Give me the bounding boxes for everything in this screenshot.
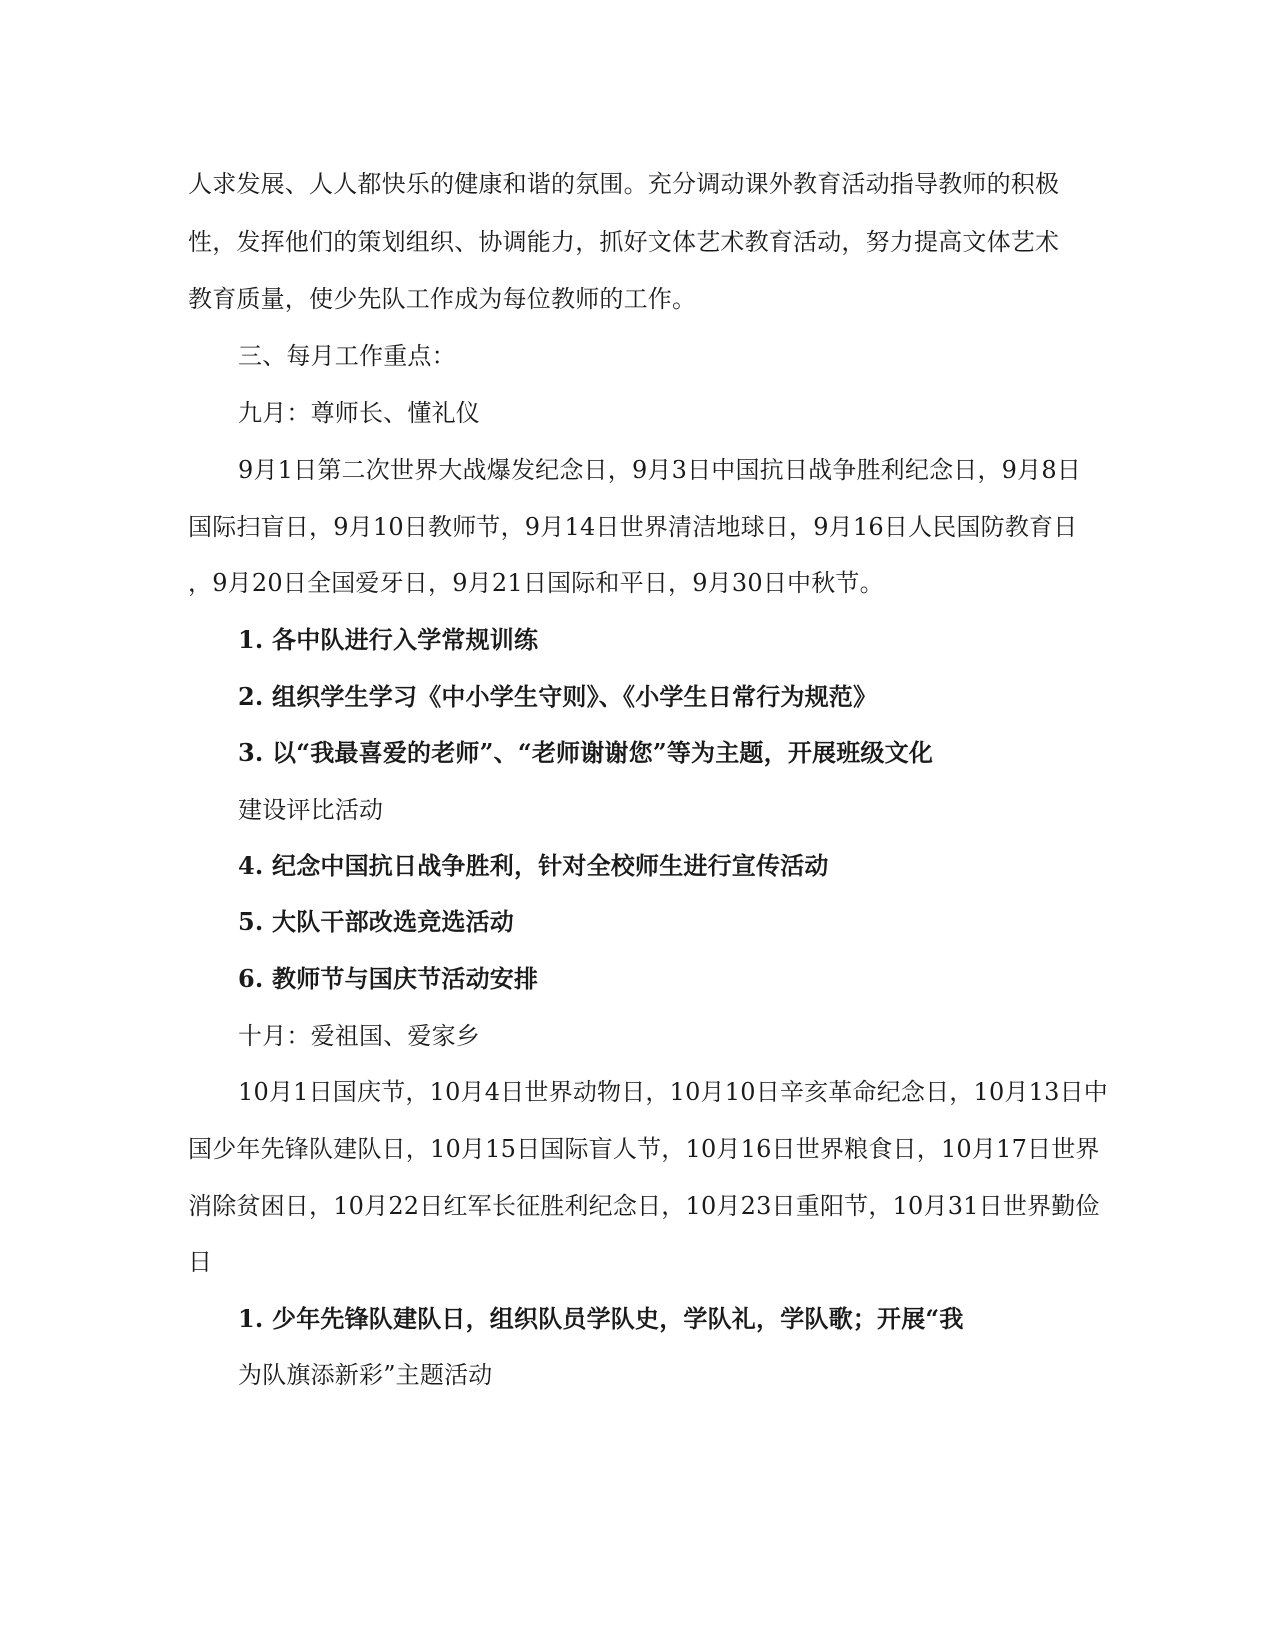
- section-heading: 三、每月工作重点：: [238, 342, 456, 370]
- october-dates-line-2: 国少年先锋队建队日，10月15日国际盲人节，10月16日世界粮食日，10月17日世界: [188, 1135, 1100, 1163]
- september-item-1: 1. 各中队进行入学常规训练: [238, 625, 539, 654]
- september-item-2: 2. 组织学生学习《中小学生守则》、《小学生日常行为规范》: [238, 682, 878, 711]
- september-dates-line-3: ，9月20日全国爱牙日，9月21日国际和平日，9月30日中秋节。: [188, 569, 884, 597]
- october-dates-line-4: 日: [188, 1248, 213, 1276]
- intro-line-1: 人求发展、人人都快乐的健康和谐的氛围。充分调动课外教育活动指导教师的积极: [188, 170, 1060, 198]
- september-dates-line-1: 9月1日第二次世界大战爆发纪念日，9月3日中国抗日战争胜利纪念日，9月8日: [238, 456, 1082, 484]
- september-title: 九月：尊师长、懂礼仪: [238, 399, 480, 427]
- october-dates-line-3: 消除贫困日，10月22日红军长征胜利纪念日，10月23日重阳节，10月31日世界勤俭: [188, 1192, 1100, 1220]
- september-item-3: 3. 以“我最喜爱的老师”、“老师谢谢您”等为主题，开展班级文化: [238, 738, 934, 767]
- september-item-4: 4. 纪念中国抗日战争胜利，针对全校师生进行宣传活动: [238, 851, 829, 880]
- september-item-3-continuation: 建设评比活动: [238, 796, 384, 824]
- september-dates-line-2: 国际扫盲日，9月10日教师节，9月14日世界清洁地球日，9月16日人民国防教育日: [188, 513, 1078, 541]
- intro-line-3: 教育质量，使少先队工作成为每位教师的工作。: [188, 285, 697, 313]
- september-item-5: 5. 大队干部改选竞选活动: [238, 907, 515, 936]
- october-item-1: 1. 少年先锋队建队日，组织队员学队史，学队礼，学队歌；开展“我: [238, 1304, 964, 1333]
- october-dates-line-1: 10月1日国庆节，10月4日世界动物日，10月10日辛亥革命纪念日，10月13日中: [238, 1078, 1108, 1106]
- intro-line-2: 性，发挥他们的策划组织、协调能力，抓好文体艺术教育活动，努力提高文体艺术: [188, 228, 1060, 256]
- september-item-6: 6. 教师节与国庆节活动安排: [238, 964, 539, 993]
- october-title: 十月：爱祖国、爱家乡: [238, 1022, 480, 1050]
- october-item-1-continuation: 为队旗添新彩”主题活动: [238, 1361, 493, 1389]
